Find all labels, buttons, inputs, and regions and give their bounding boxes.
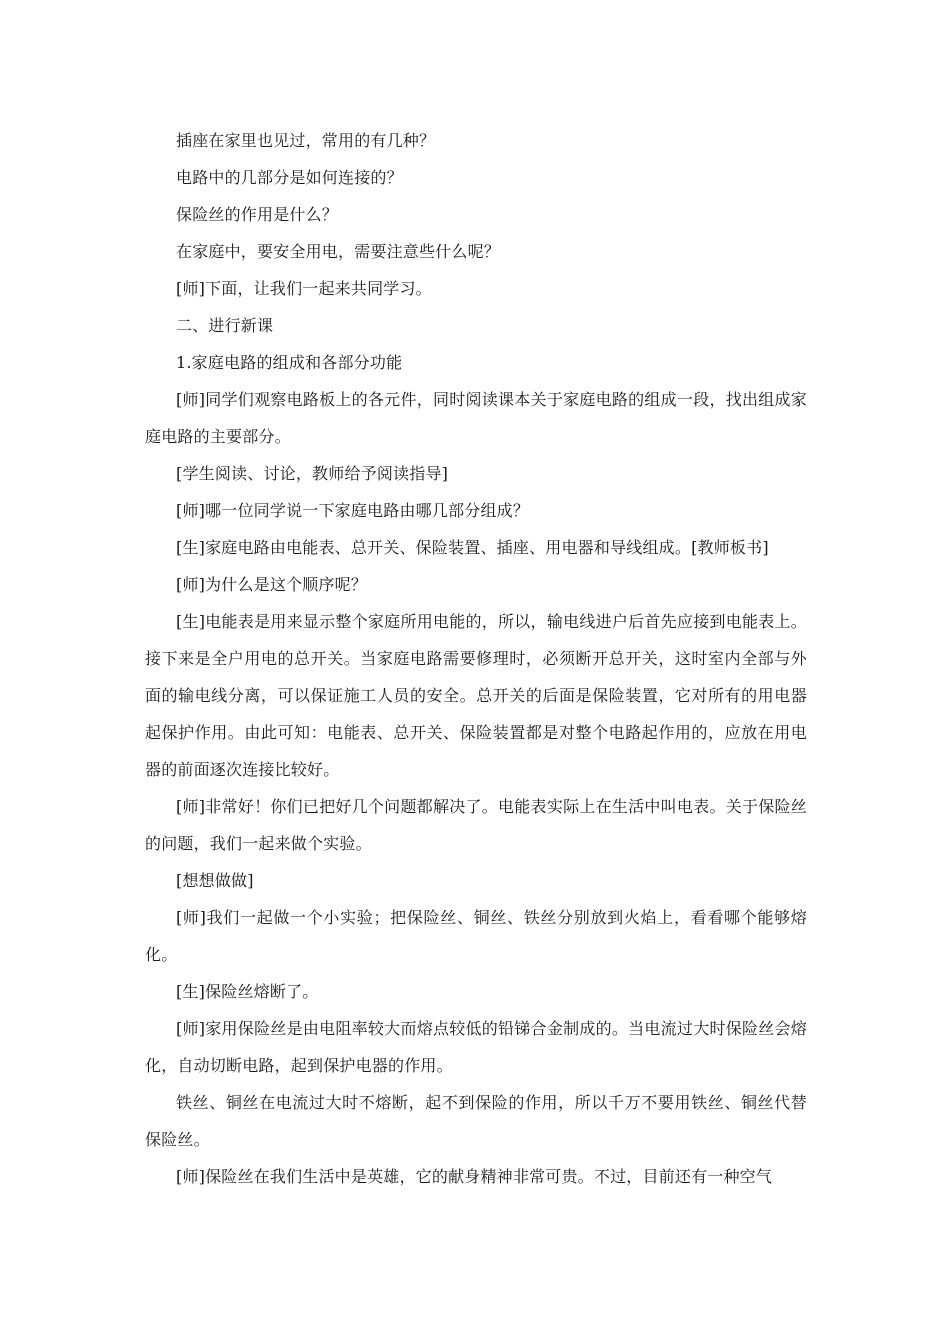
- paragraph-16: [师]我们一起做一个小实验；把保险丝、铜丝、铁丝分别放到火焰上，看看哪个能够熔化。: [145, 908, 807, 964]
- section-heading: 二、进行新课: [176, 316, 274, 335]
- paragraph-12: [师]为什么是这个顺序呢？: [176, 575, 368, 594]
- paragraph-20: [师]保险丝在我们生活中是英雄，它的献身精神非常可贵。不过，目前还有一种空气: [176, 1167, 773, 1186]
- paragraph-10: [师]哪一位同学说一下家庭电路由哪几部分组成？: [176, 501, 530, 520]
- subsection-heading: 1.家庭电路的组成和各部分功能: [176, 353, 403, 372]
- paragraph-9: [学生阅读、讨论，教师给予阅读指导]: [176, 464, 449, 483]
- document-body: [145, 122, 807, 1195]
- paragraph-8: [师]同学们观察电路板上的各元件，同时阅读课本关于家庭电路的组成一段，找出组成家庭电路的主要部分。: [145, 390, 807, 446]
- paragraph-1: 插座在家里也见过，常用的有几种？: [176, 131, 436, 150]
- paragraph-18: [师]家用保险丝是由电阻率较大而熔点较低的铅锑合金制成的。当电流过大时保险丝会熔化，自动切断电路，起到保护电器的作用。: [145, 1019, 807, 1075]
- paragraph-19: 铁丝、铜丝在电流过大时不熔断，起不到保险的作用，所以千万不要用铁丝、铜丝代替保险丝。: [145, 1093, 807, 1149]
- paragraph-3: 保险丝的作用是什么？: [176, 205, 339, 224]
- paragraph-17: [生]保险丝熔断了。: [176, 982, 319, 1001]
- paragraph-11: [生]家庭电路由电能表、总开关、保险装置、插座、用电器和导线组成。[教师板书]: [176, 538, 769, 557]
- paragraph-2: 电路中的几部分是如何连接的？: [176, 168, 403, 187]
- paragraph-13: [生]电能表是用来显示整个家庭所用电能的，所以，输电线进户后首先应接到电能表上。接下来是全户用电的总开关。当家庭电路需要修理时，必须断开总开关，这时室内全部与外面的输电线分离，可以保证施工人员的安全。总开关的后面是保险装置，它对所有的用电器起保护作用。由此可知：电能表、总开关、保险装置都是对整个电路起作用的，应放在用电器的前面逐次连接比较好。: [145, 612, 807, 779]
- paragraph-15: [想想做做]: [176, 871, 254, 890]
- paragraph-4: 在家庭中，要安全用电，需要注意些什么呢？: [176, 242, 501, 261]
- paragraph-5: [师]下面，让我们一起来共同学习。: [176, 279, 432, 298]
- paragraph-14: [师]非常好！你们已把好几个问题都解决了。电能表实际上在生活中叫电表。关于保险丝的问题，我们一起来做个实验。: [145, 797, 807, 853]
